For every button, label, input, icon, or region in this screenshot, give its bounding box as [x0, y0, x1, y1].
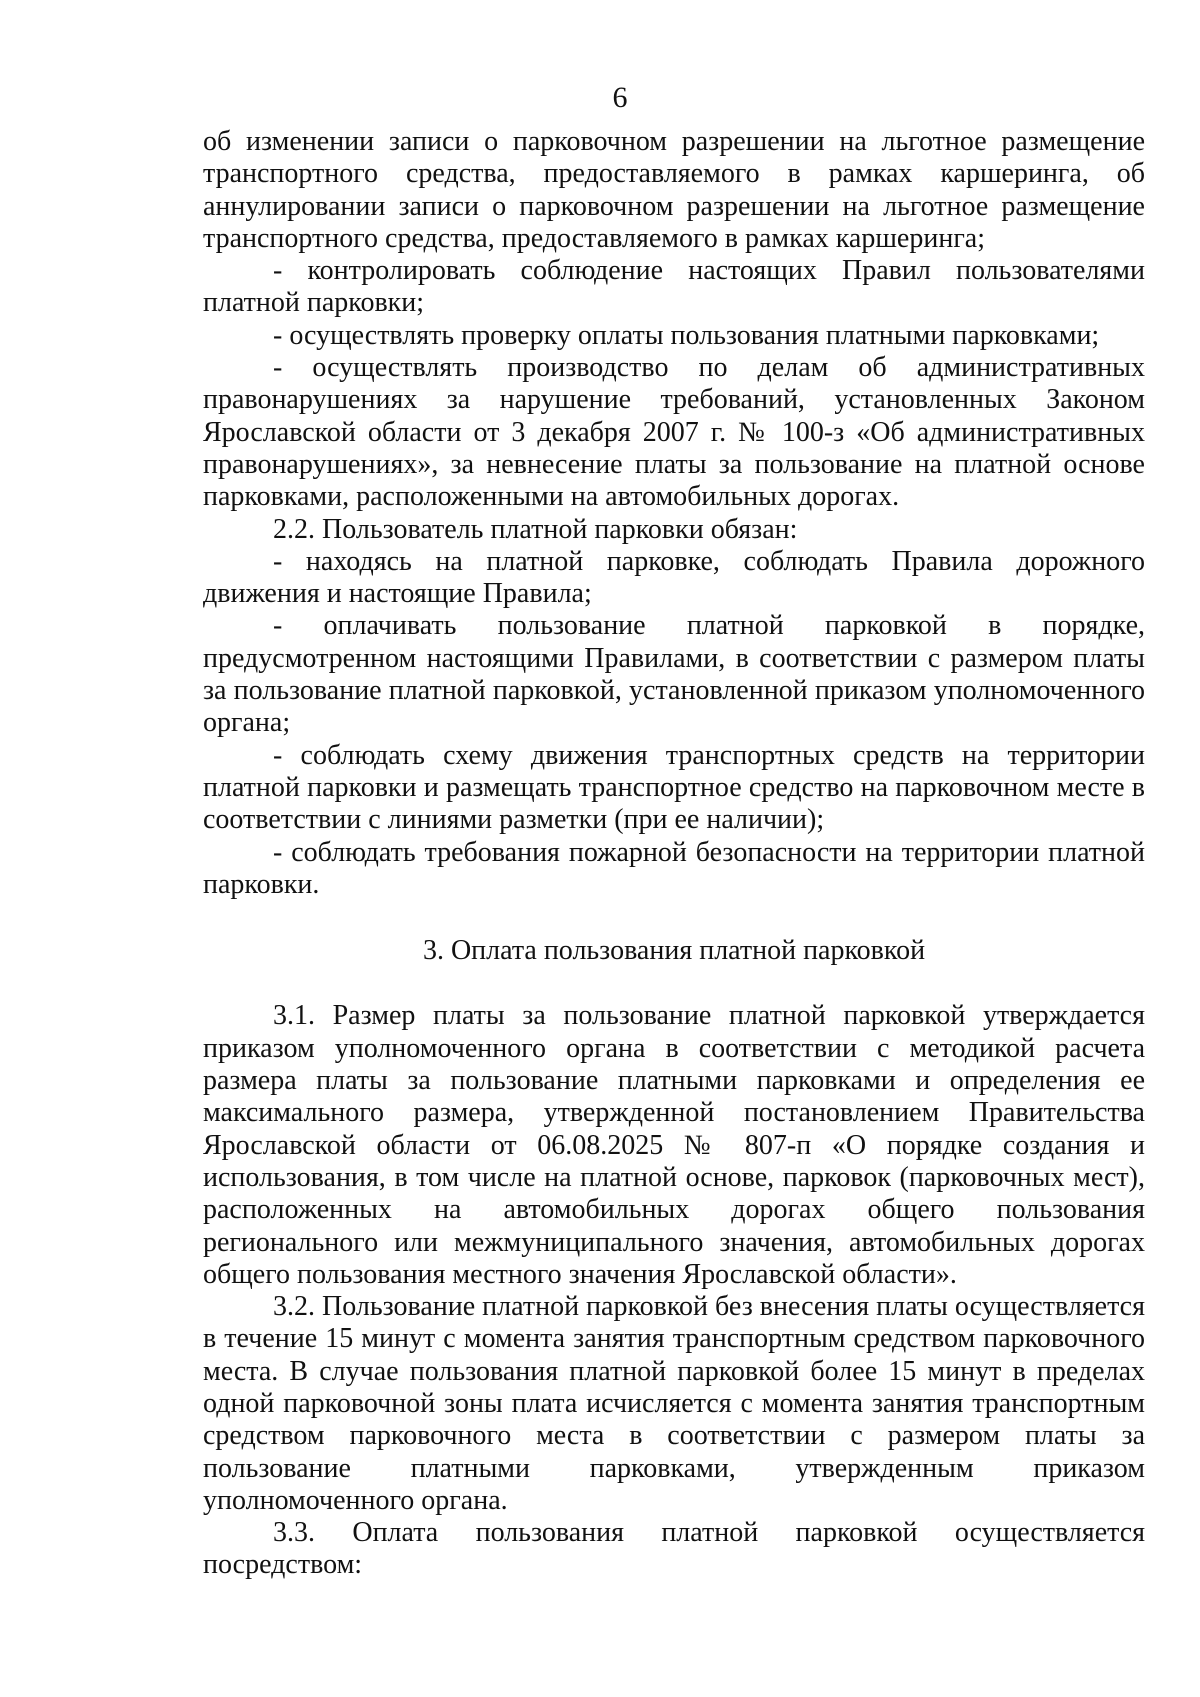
paragraph-3-1: 3.1. Размер платы за пользование платной парковкой утверждается приказом уполномоченного органа в соответствии с методикой расчета размера платы за пользование платными парковками и определения ее максимального размера, утвержденной постановлением Правительства Ярославской области от 06.08.2025 № 807-п «О порядке создания и использования, в том числе на платной основе, парковок (парковочных мест), расположенных на автомобильных дорогах общего пользования регионального или межмуниципального значения, автомобильных дорогах общего пользования местного значения Ярославской области». — [203, 1000, 1145, 1290]
paragraph-3-3: 3.3. Оплата пользования платной парковкой осуществляется посредством: — [203, 1517, 1145, 1581]
paragraph-control-rules: - контролировать соблюдение настоящих Правил пользователями платной парковки; — [203, 255, 1145, 319]
paragraph-payment-check: - осуществлять проверку оплаты пользования платными парковками; — [273, 319, 1100, 351]
paragraph-pay-usage: - оплачивать пользование платной парковкой в порядке, предусмотренном настоящими Правилами, в соответствии с размером платы за пользование платной парковкой, установленной приказом уполномоченного органа; — [203, 610, 1145, 739]
paragraph-administrative-cases: - осуществлять производство по делам об административных правонарушениях за нарушение требований, установленных Законом Ярославской области от 3 декабря 2007 г. № 100-з «Об административных правонарушениях», за невнесение платы за пользование на платной основе парковками, расположенными на автомобильных дорогах. — [203, 352, 1145, 513]
paragraph-user-obligations: 2.2. Пользователь платной парковки обязан: — [273, 513, 798, 545]
document-body — [203, 126, 1145, 1582]
paragraph-fire-safety: - соблюдать требования пожарной безопасности на территории платной парковки. — [203, 836, 1145, 900]
page-number: 6 — [612, 81, 628, 114]
section-heading: 3. Оплата пользования платной парковкой — [422, 935, 926, 967]
paragraph-continuation: об изменении записи о парковочном разрешении на льготное размещение транспортного средства, предоставляемого в рамках каршеринга, об аннулировании записи о парковочном разрешении на льготное размещение транспортного средства, предоставляемого в рамках каршеринга; — [203, 126, 1145, 254]
paragraph-traffic-scheme: - соблюдать схему движения транспортных средств на территории платной парковки и размещать транспортное средство на парковочном месте в соответствии с линиями разметки (при ее наличии); — [203, 739, 1145, 836]
paragraph-traffic-rules: - находясь на платной парковке, соблюдать Правила дорожного движения и настоящие Правила; — [203, 545, 1145, 610]
paragraph-3-2: 3.2. Пользование платной парковкой без внесения платы осуществляется в течение 15 минут с момента занятия транспортным средством парковочного места. В случае пользования платной парковкой более 15 минут в пределах одной парковочной зоны плата исчисляется с момента занятия транспортным средством парковочного места в соответствии с размером платы за пользование платными парковками, утвержденным приказом уполномоченного органа. — [203, 1291, 1145, 1516]
